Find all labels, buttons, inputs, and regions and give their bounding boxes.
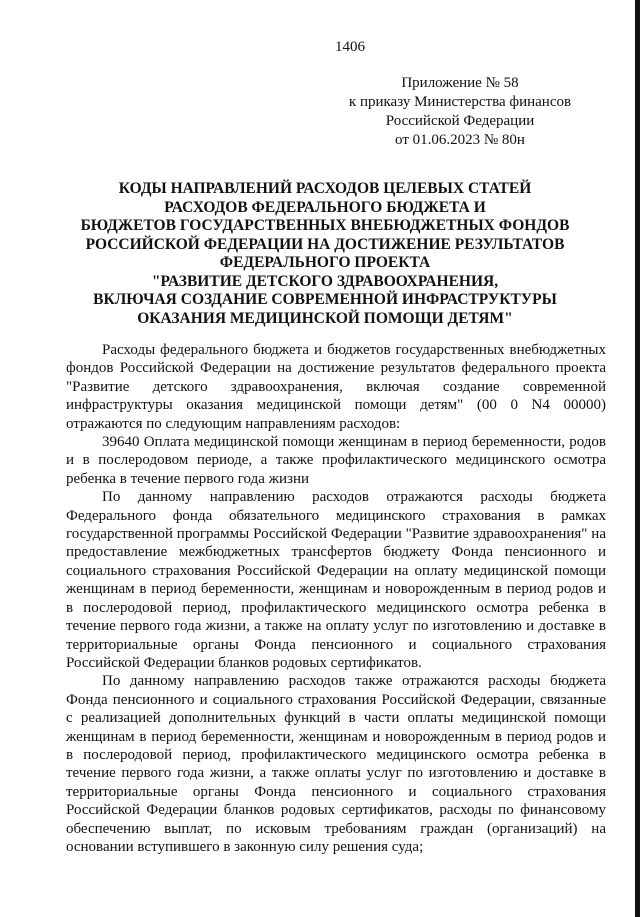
document-body <box>66 341 606 856</box>
page-number: 1406 <box>335 39 365 55</box>
title-line: ВКЛЮЧАЯ СОЗДАНИЕ СОВРЕМЕННОЙ ИНФРАСТРУКТУРЫ <box>93 291 557 308</box>
appendix-line: Приложение № 58 <box>401 75 519 91</box>
paragraph-intro: Расходы федерального бюджета и бюджетов государственных внебюджетных фондов Российской Федерации на достижение результатов федерального проекта "Развитие детского здравоохранения, включая создание современной инфраструктуры оказания медицинской помощи детям" (00 0 N4 00000) отражаются по следующим направлениям расходов: <box>66 342 606 432</box>
paragraph-direction-sfr: По данному направлению расходов также отражаются расходы бюджета Фонда пенсионного и социального страхования Российской Федерации, связанные с реализацией дополнительных функций в части оплаты медицинской помощи женщинам в период беременности, женщинам и новорожденным в период родов и в послеродовой период, профилактического медицинского осмотра ребенка в течение первого года жизни, а также оплаты услуг по изготовлению и доставке в территориальные органы Фонда пенсионного и социального страхования Российской Федерации бланков родовых сертификатов, расходы по финансовому обеспечению выплат, по исковым требованиям граждан (организаций) на основании вступившего в законную силу решения суда; <box>66 673 606 855</box>
title-line: КОДЫ НАПРАВЛЕНИЙ РАСХОДОВ ЦЕЛЕВЫХ СТАТЕЙ <box>118 180 532 197</box>
appendix-block <box>300 74 620 150</box>
appendix-line: от 01.06.2023 № 80н <box>395 132 525 148</box>
paragraph-direction-ffoms: По данному направлению расходов отражаются расходы бюджета Федерального фонда обязательного медицинского страхования в рамках государственной программы Российской Федерации "Развитие здравоохранения" на предоставление межбюджетных трансфертов бюджету Фонда пенсионного и социального страхования Российской Федерации на оплату медицинской помощи женщинам в период беременности, женщинам и новорожденным в период родов и в послеродовой период, профилактического медицинского осмотра ребенка в течение первого года жизни, а также на оплату услуг по изготовлению и доставке в территориальные органы Фонда пенсионного и социального страхования Российской Федерации бланков родовых сертификатов. <box>66 489 606 671</box>
title-line: РАСХОДОВ ФЕДЕРАЛЬНОГО БЮДЖЕТА И <box>164 198 486 216</box>
appendix-line: к приказу Министерства финансов <box>348 94 572 110</box>
title-line: ФЕДЕРАЛЬНОГО ПРОЕКТА <box>219 254 431 271</box>
appendix-line: Российской Федерации <box>385 113 535 129</box>
paragraph-code-heading: 39640 Оплата медицинской помощи женщинам в период беременности, родов и в послеродовом периоде, а также профилактического медицинского осмотра ребенка в течение первого года жизни <box>66 434 606 487</box>
scan-edge <box>635 0 640 917</box>
title-line: "РАЗВИТИЕ ДЕТСКОГО ЗДРАВООХРАНЕНИЯ, <box>151 272 499 290</box>
title-line: ОКАЗАНИЯ МЕДИЦИНСКОЙ ПОМОЩИ ДЕТЯМ" <box>137 309 513 327</box>
title-line: БЮДЖЕТОВ ГОСУДАРСТВЕННЫХ ВНЕБЮДЖЕТНЫХ ФОНДОВ <box>80 217 570 234</box>
title-line: РОССИЙСКОЙ ФЕДЕРАЦИИ НА ДОСТИЖЕНИЕ РЕЗУЛЬТАТОВ <box>85 235 565 253</box>
document-title <box>60 180 590 328</box>
